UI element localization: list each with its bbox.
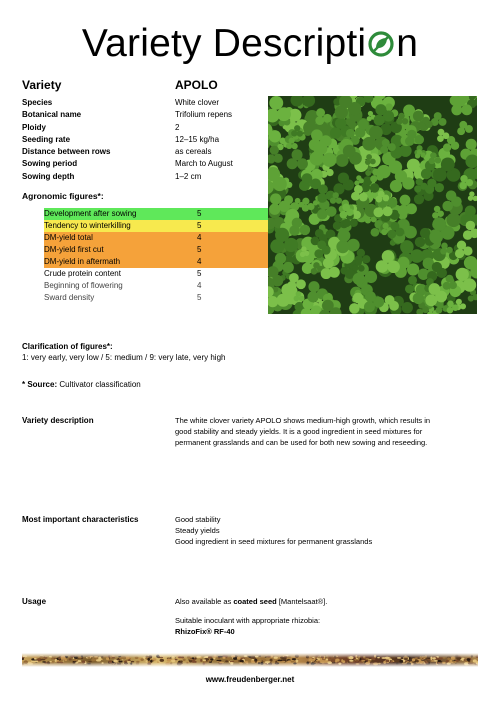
clover-leaflet [311,268,318,275]
agronomic-heading: Agronomic figures*: [22,191,104,201]
clover-leaflet [443,143,451,151]
description-line: The white clover variety APOLO shows medium-high growth, which results in [175,416,431,425]
clover-leaflet [447,307,454,314]
agronomic-row [44,232,289,244]
clover-leaflet [414,185,421,192]
source-note [22,379,141,391]
spec-label: Distance between rows [22,147,111,157]
clover-leaflet [442,201,453,212]
clover-leaflet [358,265,365,272]
clover-leaflet [459,182,466,189]
clover-leaflet [302,198,309,205]
clover-leaflet [382,250,395,263]
clover-leaflet [364,301,375,312]
clover-leaflet [417,149,422,154]
clover-leaflet [455,249,464,258]
clover-leaflet [465,206,476,217]
spec-row [22,134,267,146]
clover-leaflet [430,152,437,159]
clover-leaflet [275,253,286,264]
spec-row [22,171,267,183]
clover-leaflet [367,116,372,121]
clover-leaflet [296,291,302,297]
clover-leaflet [410,249,424,263]
variety-label: Variety [22,78,62,92]
clover-leaflet [433,217,447,231]
spec-value: 2 [175,122,180,132]
spec-value: March to August [175,159,233,169]
clover-leaflet [375,104,386,115]
clover-leaflet [333,222,341,230]
usage-product: RhizoFix® RF-40 [175,627,235,636]
leaf-logo-icon [367,30,395,58]
coated-seed-text: coated seed [233,597,277,606]
clover-leaflet [365,170,371,176]
agronomic-value: 5 [197,221,202,230]
agronomic-value: 4 [197,281,202,290]
clover-leaflet [407,130,416,139]
clover-leaflet [446,247,453,254]
clover-leaflet [460,175,467,182]
clover-leaflet [301,246,306,251]
clover-leaflet [374,115,385,126]
clover-leaflet [418,123,425,130]
specs-list [22,97,267,183]
clover-leaflet [443,282,451,290]
agronomic-label: Sward density [44,293,95,302]
clover-leaflet [358,119,369,130]
clover-leaflet [466,221,476,231]
agronomic-row [44,280,289,292]
spec-row [22,97,267,109]
spec-label: Sowing depth [22,171,75,181]
clover-leaflet [294,125,300,131]
clover-leaflet [291,143,297,149]
clover-leaflet [370,175,377,182]
clover-leaflet [408,276,417,285]
usage-label: Usage [22,597,47,606]
clover-leaflet [317,240,326,249]
spec-label: Sowing period [22,159,78,169]
clover-leaflet [429,283,441,295]
clover-leaflet [315,116,324,125]
spec-row [22,146,267,158]
characteristic-item: Good stability [175,515,221,524]
clover-leaflet [385,295,395,305]
clover-leaflet [330,127,341,138]
clover-leaflet [415,237,425,247]
clover-leaflet [447,301,454,308]
clover-leaflet [362,255,370,263]
clover-leaflet [340,211,348,219]
characteristic-item: Steady yields [175,526,220,535]
clover-leaflet [270,193,281,204]
clover-leaflet [359,193,368,202]
clover-leaflet [289,273,299,283]
clover-field-photo [268,96,477,314]
agronomic-row [44,208,289,220]
agronomic-label: Development after sowing [44,209,137,218]
clover-leaflet [279,201,290,212]
clover-leaflet [414,194,424,204]
clover-leaflet [438,129,445,136]
clover-leaflet [333,192,339,198]
clover-leaflet [365,291,376,302]
agronomic-value: 5 [197,293,202,302]
clover-leaflet [372,169,379,176]
clover-leaflet [314,249,323,258]
clover-leaflet [468,295,474,301]
usage-line-1-pre: Also available as [175,597,234,606]
clover-leaflet [299,296,305,302]
agronomic-row [44,268,289,280]
clover-leaflet [429,230,443,244]
characteristics-label: Most important characteristics [22,515,139,524]
title-text-end: n [396,22,419,65]
clover-leaflet [308,281,319,292]
source-label: * Source: [22,380,58,389]
agronomic-row [44,220,289,232]
clover-leaflet [427,178,436,187]
spec-label: Botanical name [22,110,82,120]
source-text: Cultivator classification [57,380,141,389]
clover-leaflet [269,96,283,110]
agronomic-label: DM-yield first cut [44,245,104,254]
clover-leaflet [322,153,336,167]
clover-leaflet [292,218,303,229]
clover-leaflet [356,175,361,180]
agronomic-value: 5 [197,269,202,278]
usage-text [175,596,485,637]
footer-website-link[interactable]: www.freudenberger.net [205,675,295,684]
clover-leaflet [420,228,430,238]
clover-leaflet [370,159,376,165]
clover-leaflet [321,268,332,279]
clover-leaflet [456,268,469,281]
clover-leaflet [398,113,404,119]
clover-leaflet [387,230,396,239]
clover-leaflet [466,139,477,150]
clover-leaflet [283,262,294,273]
clover-leaflet [316,108,325,117]
usage-line-1-post: [Mantelsaat®]. [276,597,328,606]
clover-leaflet [346,129,355,138]
spec-value: 1–2 cm [175,171,202,181]
description-line: permanent grasslands and can be used for both new sowing and reseeding. [175,438,428,447]
clover-leaflet [317,193,327,203]
clover-leaflet [395,170,407,182]
clover-leaflet [269,204,280,215]
clover-leaflet [405,284,414,293]
clover-leaflet [400,195,411,206]
clover-leaflet [464,256,477,270]
spec-label: Seeding rate [22,134,71,144]
spec-label: Species [22,98,53,107]
page-title [0,22,500,66]
agronomic-value: 4 [197,233,202,242]
clover-leaflet [302,173,313,184]
clover-leaflet [370,183,379,192]
spec-value: White clover [175,98,220,107]
agronomic-label: DM-yield total [44,233,93,242]
clover-leaflet [446,190,457,201]
spec-value: 12–15 kg/ha [175,134,220,144]
clover-leaflet [338,172,349,183]
clover-leaflet [366,154,372,160]
spec-row [22,122,267,134]
characteristic-item: Good ingredient in seed mixtures for permanent grasslands [175,537,373,546]
agronomic-label: DM-yield in aftermath [44,257,121,266]
clover-leaflet [456,299,462,305]
agronomic-value: 4 [197,257,202,266]
clover-leaflet [432,262,442,272]
clover-leaflet [323,114,332,123]
clover-leaflet [373,207,383,217]
clover-leaflet [469,191,474,196]
clover-leaflet [275,228,289,242]
characteristics-list [175,514,485,547]
clover-leaflet [378,191,385,198]
clover-leaflet [300,225,311,236]
clover-leaflet [354,185,363,194]
usage-line-1 [175,596,485,607]
clover-leaflet [307,291,318,302]
agronomic-row [44,292,289,304]
description-text [175,415,485,448]
agronomic-value: 5 [197,209,202,218]
usage-line-2: Suitable inoculant with appropriate rhizobia: [175,616,321,625]
agronomic-value: 5 [197,245,202,254]
clover-leaflet [380,146,388,154]
clover-leaflet [335,118,346,129]
clover-leaflet [343,219,351,227]
clover-leaflet [435,157,442,164]
clover-leaflet [365,159,371,165]
clover-leaflet [398,205,409,216]
clover-leaflet [425,294,437,306]
clover-leaflet [391,222,400,231]
agronomic-row [44,256,289,268]
clover-leaflet [461,104,472,115]
clover-leaflet [441,158,455,172]
clover-leaflet [349,303,359,313]
clover-leaflet [459,121,467,129]
agronomic-row [44,244,289,256]
agronomic-table [22,208,267,304]
agronomic-label: Crude protein content [44,269,121,278]
clarification-text: 1: very early, very low / 5: medium / 9: very late, very high [22,353,226,362]
clover-leaflet [315,229,324,238]
clover-leaflet [336,240,349,253]
clover-leaflet [302,204,309,211]
seed-strip-image [22,653,478,667]
clarification-heading: Clarification of figures*: [22,342,113,351]
clover-leaflet [342,203,350,211]
spec-label: Ploidy [22,122,47,132]
clover-leaflet [413,110,424,121]
spec-row [22,109,267,121]
clover-leaflet [292,149,303,160]
clover-leaflet [369,126,383,140]
clover-leaflet [455,96,466,107]
clover-leaflet [441,243,448,250]
clover-leaflet [311,129,323,141]
clover-leaflet [300,252,305,257]
clover-leaflet [437,135,444,142]
spec-value: Trifolium repens [175,110,233,120]
clover-leaflet [313,141,327,155]
clover-leaflet [270,146,279,155]
description-label: Variety description [22,416,94,425]
clover-leaflet [402,118,408,124]
clover-leaflet [446,275,454,283]
variety-value: APOLO [175,78,218,92]
clover-leaflet [463,230,473,240]
clover-leaflet [297,130,303,136]
agronomic-label: Beginning of flowering [44,281,123,290]
seed-strip-banner [22,653,478,667]
clover-leaflet [416,178,423,185]
clover-leaflet [457,241,466,250]
clover-leaflet [355,259,362,266]
clover-leaflet [343,145,356,158]
clover-leaflet [434,206,441,213]
clover-leaflet [317,209,327,219]
clover-leaflet [382,139,390,147]
clover-leaflet [407,159,420,172]
clover-leaflet [313,262,320,269]
clover-leaflet [354,180,359,185]
description-line: good stability and steady yields. It is a good ingredient in seed mixtures for [175,427,423,436]
clover-leaflet [371,228,380,237]
spec-row [22,158,267,170]
clover-leaflet [353,293,363,303]
clover-leaflet [422,117,429,124]
agronomic-label: Tendency to winterkilling [44,221,131,230]
clover-leaflet [382,223,388,229]
clover-leaflet [322,300,334,312]
spec-value: as cereals [175,147,212,157]
clover-image [268,96,477,314]
clover-leaflet [446,213,460,227]
clover-leaflet [357,249,365,257]
title-text-start: Variety Descripti [81,22,367,65]
clover-leaflet [434,112,442,120]
clover-leaflet [368,111,373,116]
clover-leaflet [381,229,387,235]
clover-leaflet [338,229,351,242]
